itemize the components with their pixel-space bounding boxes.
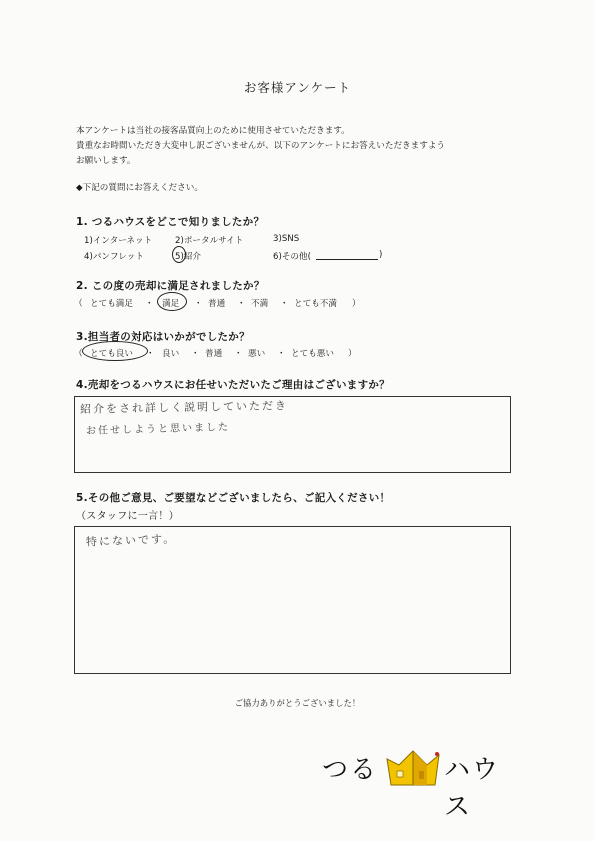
q2-open-paren: （	[74, 299, 83, 309]
q3-option-normal: 普通	[205, 349, 223, 359]
intro-line-1: 本アンケートは当社の接客品質向上のために使用させていただきます。	[76, 126, 350, 136]
q2-option-satisfied: 満足	[162, 299, 180, 309]
q1-option-other: 6)その他(	[273, 252, 311, 262]
q2-sep-2: ・	[194, 299, 203, 309]
question-1: 1. つるハウスをどこで知りましたか？	[76, 216, 265, 228]
q1-option-pamphlet: 4)パンフレット	[84, 252, 144, 262]
question-2: 2. この度の売却に満足されましたか？	[76, 280, 265, 292]
q3-sep-1: ・	[146, 349, 155, 359]
q3-option-bad: 悪い	[248, 349, 266, 359]
logo-text-left: つる	[322, 755, 379, 785]
q3-sep-2: ・	[191, 349, 200, 359]
q1-other-blank	[316, 259, 378, 260]
q1-option-sns: 3)SNS	[273, 234, 300, 244]
q2-selected-circle	[157, 292, 187, 311]
q1-option-referral: 5)紹介	[175, 252, 202, 262]
q1-option-internet: 1)インターネット	[84, 236, 153, 246]
q3-close-paren: ）	[348, 349, 357, 359]
question-3: 3.担当者の対応はいかがでしたか？	[76, 331, 250, 343]
q3-open-paren: （	[74, 349, 83, 359]
question-5-sub: （スタッフに一言！）	[76, 511, 179, 522]
page-title: お客様アンケート	[243, 80, 352, 95]
question-4: 4.売却をつるハウスにお任せいただいたご理由はございますか？	[76, 379, 390, 391]
q4-answer-line-2: お任せしようと思いました	[85, 422, 231, 437]
q2-sep-1: ・	[145, 299, 154, 309]
question-5: 5.その他ご意見、ご要望などございましたら、ご記入ください！	[76, 492, 391, 504]
q3-selected-circle	[82, 341, 148, 361]
q2-option-very-dissatisfied: とても不満	[294, 299, 337, 309]
q4-answer-line-1: 紹介をされ詳しく説明していただき	[79, 399, 289, 416]
q1-option-portal: 2)ポータルサイト	[175, 236, 244, 246]
q5-answer: 特にないです。	[85, 532, 177, 549]
q3-option-very-bad: とても悪い	[291, 349, 334, 359]
q2-option-normal: 普通	[208, 299, 226, 309]
q3-sep-4: ・	[277, 349, 286, 359]
q3-option-very-good: とても良い	[90, 349, 133, 359]
thanks-message: ご協力ありがとうございました！	[234, 698, 361, 708]
q2-option-dissatisfied: 不満	[251, 299, 269, 309]
crane-house-icon	[385, 745, 441, 787]
intro-line-3: お願いします。	[76, 156, 136, 166]
q1-other-close-paren: )	[379, 250, 383, 260]
q2-sep-3: ・	[237, 299, 246, 309]
q3-sep-3: ・	[234, 349, 243, 359]
q2-option-very-satisfied: とても満足	[90, 299, 133, 309]
q5-answer-box	[74, 526, 511, 674]
logo-text-right: ハウス	[444, 755, 501, 822]
q1-selected-circle	[172, 246, 186, 263]
company-logo	[322, 745, 512, 822]
q2-close-paren: ）	[352, 299, 361, 309]
q3-option-good: 良い	[162, 349, 180, 359]
intro-line-2: 貴重なお時間いただき大変申し訳ございませんが、以下のアンケートにお答えいただきますよう	[76, 141, 446, 151]
instruction: ◆下記の質問にお答えください。	[76, 183, 203, 193]
q2-sep-4: ・	[280, 299, 289, 309]
